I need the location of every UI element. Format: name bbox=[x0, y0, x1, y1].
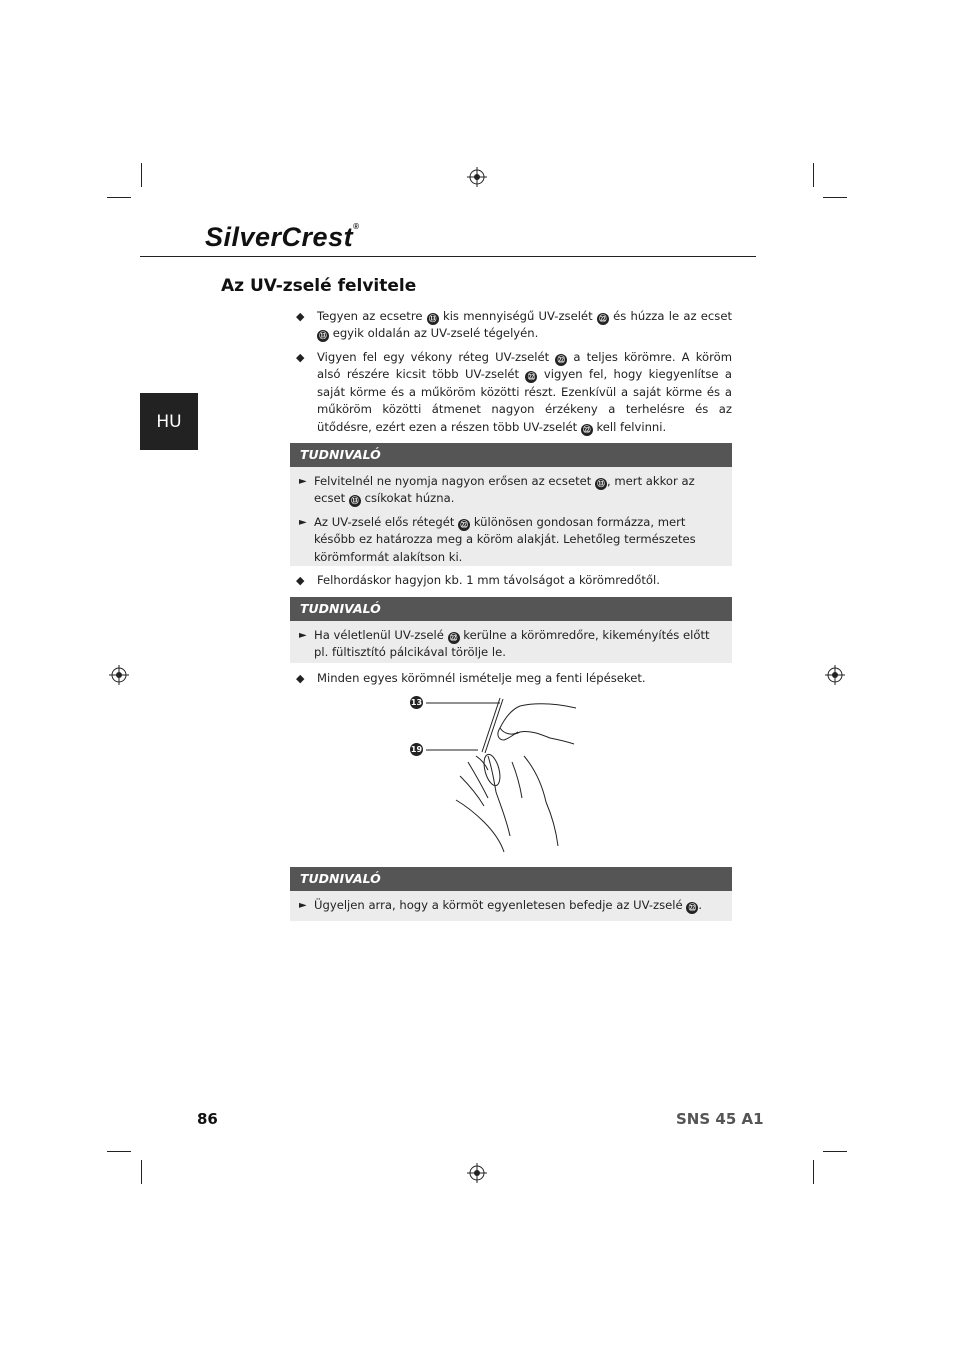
crop-mark bbox=[813, 1160, 814, 1184]
crop-mark bbox=[107, 1151, 131, 1152]
callout-badge: 13 bbox=[410, 698, 423, 707]
language-tab: HU bbox=[140, 393, 198, 450]
crop-mark bbox=[823, 1151, 847, 1152]
part-number-badge: ⑬ bbox=[595, 478, 607, 490]
note-item: ► Az UV-zselé elős rétegét ㉒ különösen gondosan formázza, mert később ez határozza meg a köröm alakját. Lehetőleg természetes körömformát alakítson ki. bbox=[299, 514, 696, 564]
application-illustration bbox=[408, 694, 588, 859]
part-number-badge: ㉒ bbox=[448, 632, 460, 644]
diamond-bullet-icon: ◆ bbox=[296, 672, 305, 685]
note-item: ► Ha véletlenül UV-zselé ㉒ kerülne a körömredőre, kikeményítés előtt pl. fültisztító pálcikával törölje le. bbox=[299, 628, 710, 660]
part-number-badge: ⑬ bbox=[349, 495, 361, 507]
part-number-badge: ⑬ bbox=[317, 330, 329, 342]
crop-mark bbox=[813, 163, 814, 187]
model-number: SNS 45 A1 bbox=[676, 1110, 764, 1128]
arrow-bullet-icon: ► bbox=[299, 476, 307, 487]
note-box bbox=[290, 867, 732, 921]
crop-mark bbox=[141, 1160, 142, 1184]
registration-mark-icon bbox=[467, 1163, 487, 1183]
note-box bbox=[290, 597, 732, 663]
part-number-badge: ⑬ bbox=[427, 313, 439, 325]
page-number: 86 bbox=[197, 1110, 218, 1128]
note-heading: TUDNIVALÓ bbox=[290, 867, 732, 891]
part-number-badge: ㉒ bbox=[555, 354, 567, 366]
step-item: ◆ Felhordáskor hagyjon kb. 1 mm távolságot a körömredőtől. bbox=[296, 572, 732, 589]
section-title: Az UV-zselé felvitele bbox=[221, 276, 417, 296]
part-number-badge: ㉒ bbox=[458, 519, 470, 531]
part-number-badge: ㉒ bbox=[597, 313, 609, 325]
diamond-bullet-icon: ◆ bbox=[296, 310, 305, 323]
note-item: ► Ügyeljen arra, hogy a körmöt egyenletesen befedje az UV-zselé ㉒ . bbox=[290, 897, 732, 914]
registration-mark-icon bbox=[825, 665, 845, 685]
note-heading: TUDNIVALÓ bbox=[290, 597, 732, 621]
arrow-bullet-icon: ► bbox=[299, 900, 307, 911]
crop-mark bbox=[107, 197, 131, 198]
crop-mark bbox=[823, 197, 847, 198]
arrow-bullet-icon: ► bbox=[299, 516, 307, 528]
part-number-badge: ㉒ bbox=[525, 371, 537, 383]
crop-mark bbox=[141, 163, 142, 187]
step-item: ◆ Vigyen fel egy vékony réteg UV-zselét ㉒ a teljes körömre. A köröm alsó részére kicsit több UV-zselét ㉒ vigyen fel, hogy kiegyenlítse a saját körme és a műköröm közötti részt. Ezenkívül a saját körme és a műköröm közötti átmenet nagyon érzékeny a terhelésre és az ütődésre, ezért ezen a részen több UV-zselét ㉒ kell felvinni. bbox=[296, 350, 733, 434]
note-box bbox=[290, 443, 732, 566]
step-item: ◆ Tegyen az ecsetre ⑬ kis mennyiségű UV-zselét ㉒ és húzza le az ecset ⑬ egyik oldalán az UV-zselé tégelyén. bbox=[296, 309, 732, 341]
step-item: ◆ Minden egyes körömnél ismételje meg a fenti lépéseket. bbox=[296, 670, 732, 687]
diamond-bullet-icon: ◆ bbox=[296, 574, 305, 587]
diamond-bullet-icon: ◆ bbox=[296, 351, 305, 364]
registration-mark-icon bbox=[109, 665, 129, 685]
part-number-badge: ㉒ bbox=[686, 902, 698, 914]
note-item: ► Felvitelnél ne nyomja nagyon erősen az ecsetet ⑬ , mert akkor az ecset ⑬ csíkokat húzna. bbox=[299, 474, 695, 506]
registration-mark-icon bbox=[467, 167, 487, 187]
part-number-badge: ㉒ bbox=[581, 424, 593, 436]
arrow-bullet-icon: ► bbox=[299, 630, 307, 641]
hand-brush-drawing bbox=[408, 694, 588, 859]
header-rule bbox=[140, 256, 756, 257]
note-heading: TUDNIVALÓ bbox=[290, 443, 732, 467]
callout-badge: 19 bbox=[410, 745, 423, 754]
brand-logo: SilverCrest® bbox=[205, 222, 360, 252]
